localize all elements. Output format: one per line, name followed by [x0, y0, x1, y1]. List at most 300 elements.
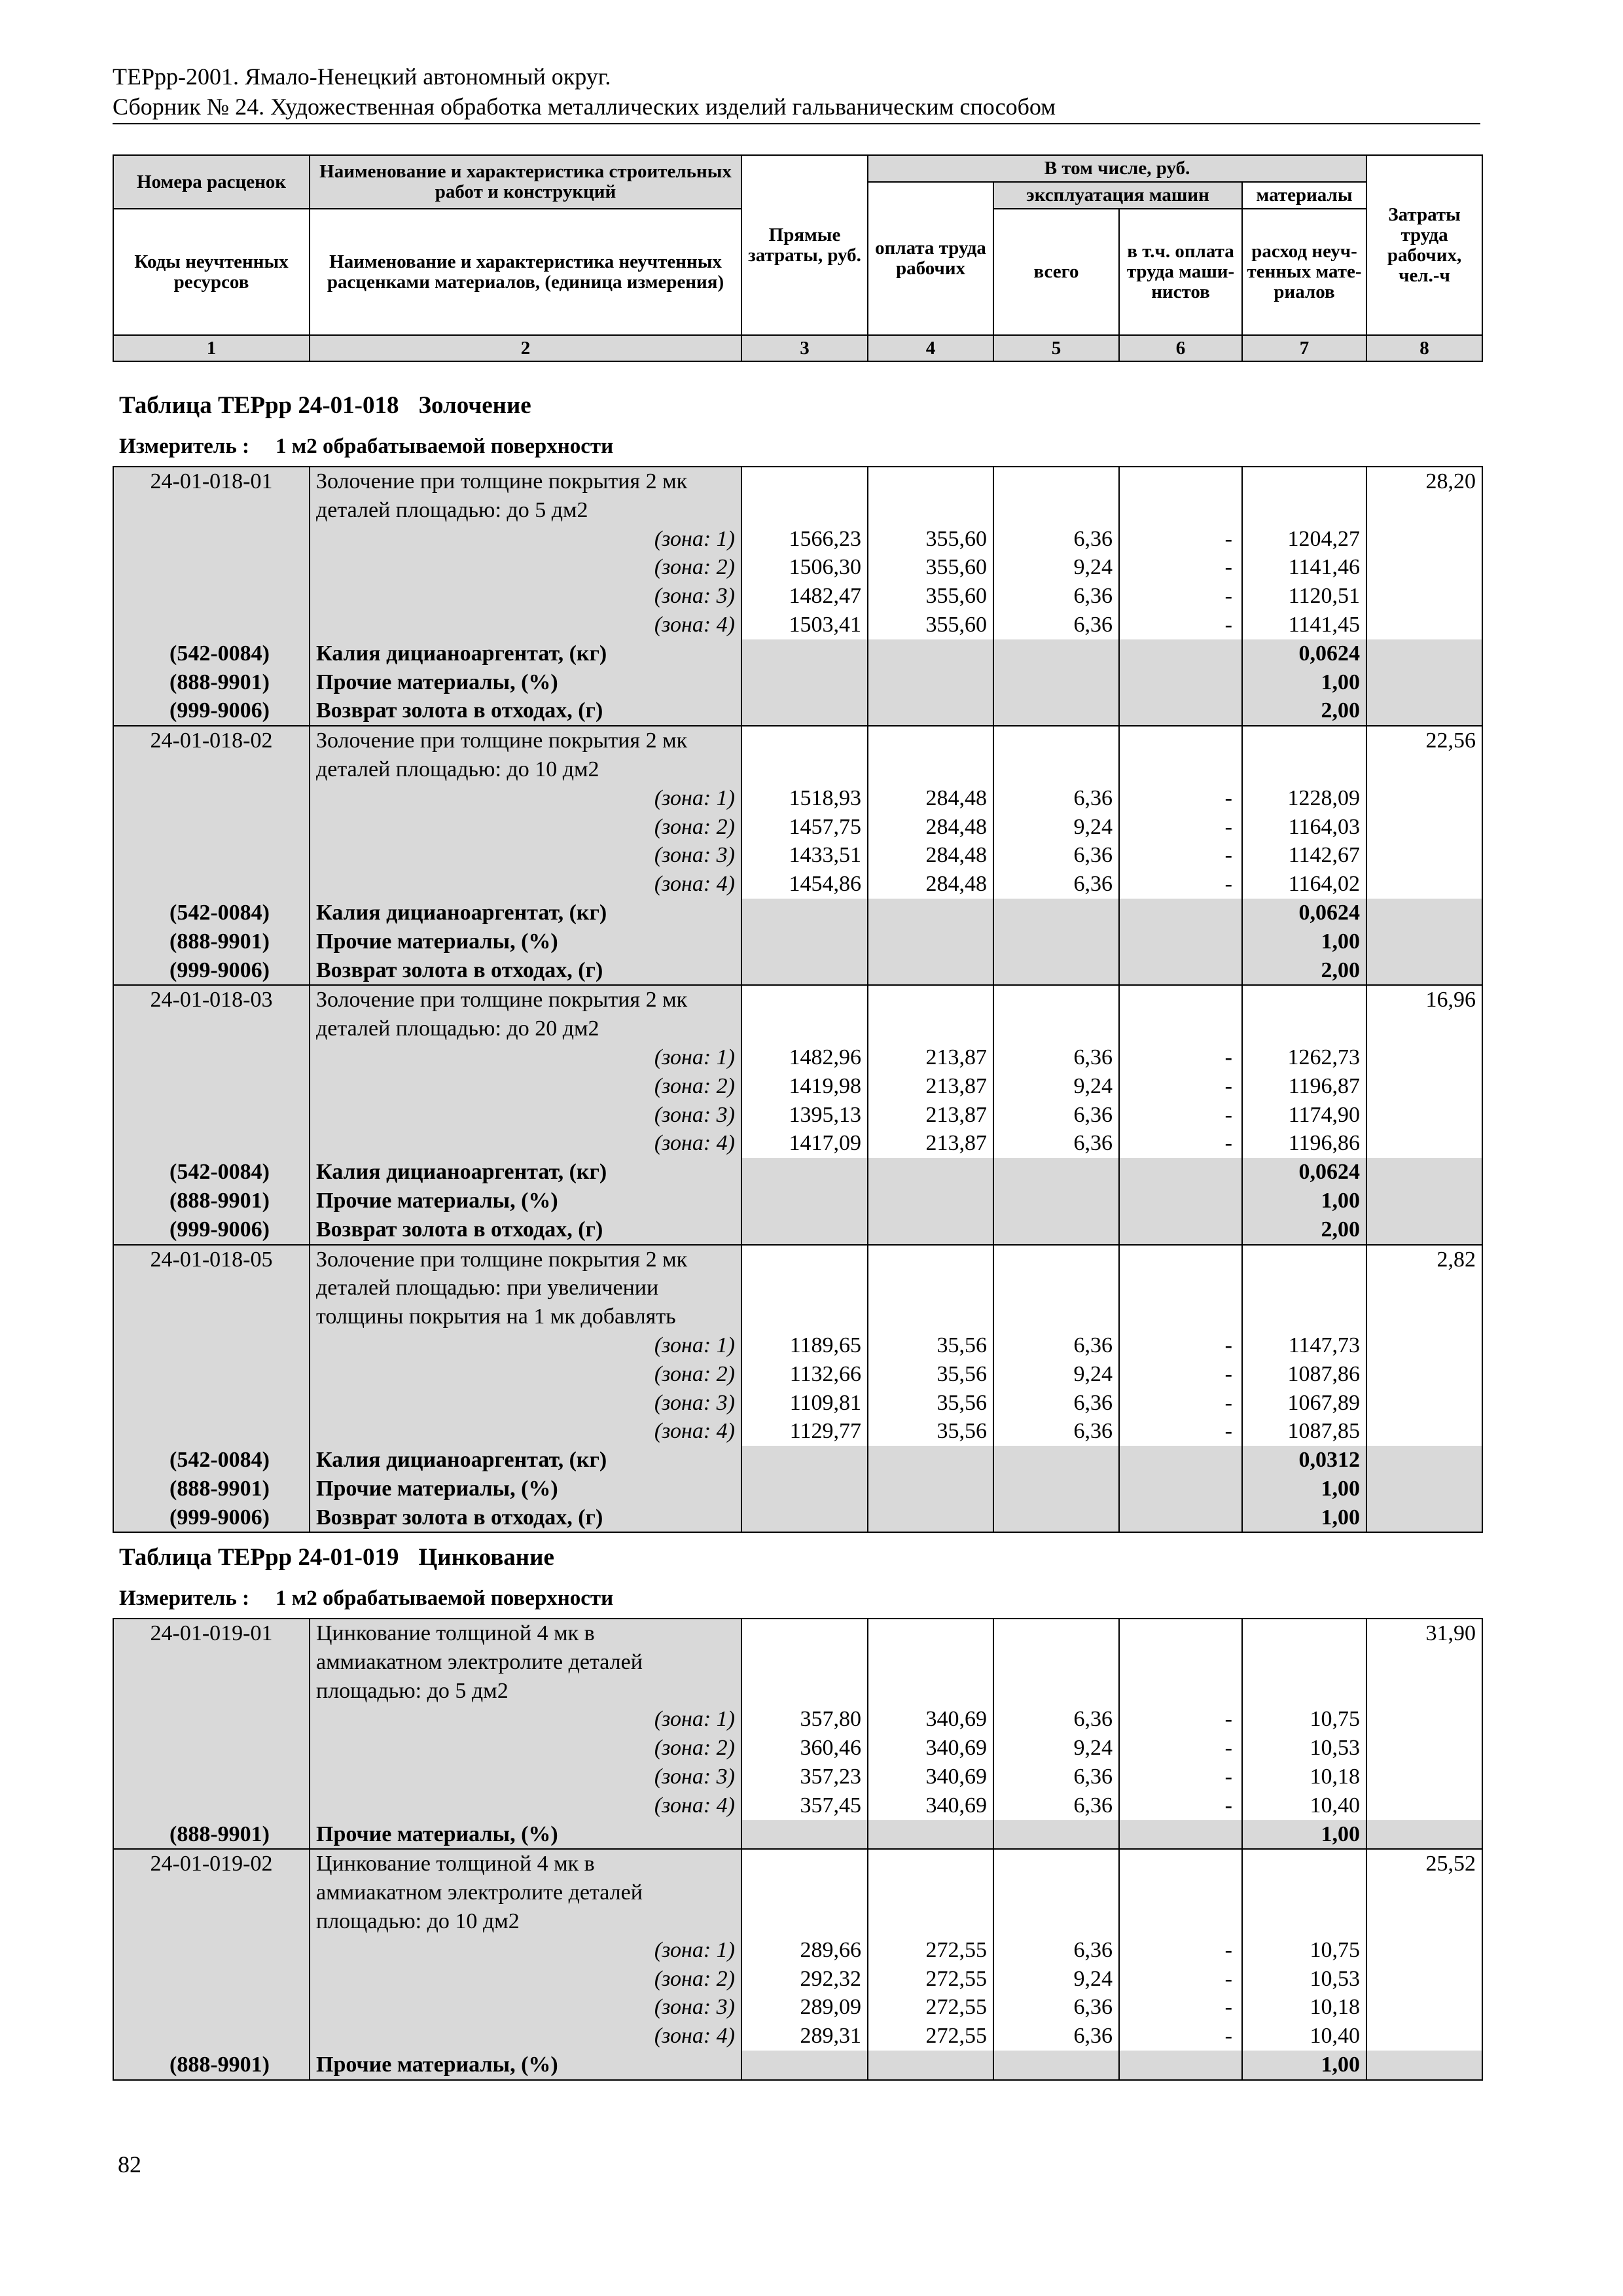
rate-name-row — [113, 985, 1482, 1014]
blank-cell — [993, 1820, 1119, 1850]
rate-code: 24-01-018-03 — [113, 985, 310, 1014]
zone-label: (зона: 2) — [310, 553, 741, 582]
running-header-collection: Сборник № 24. Художественная обработка металлических изделий гальваническим способом — [113, 94, 1056, 120]
resource-code: (542-0084) — [113, 899, 310, 927]
direct-costs-value: 289,09 — [741, 1993, 868, 2022]
blank-cell — [1119, 1503, 1242, 1533]
zone-label: (зона: 1) — [310, 1705, 741, 1734]
hdr-colnum: 6 — [1119, 335, 1242, 361]
resource-code: (888-9901) — [113, 1820, 310, 1850]
blank-cell — [1119, 1245, 1242, 1274]
machinists-pay-value: - — [1119, 1417, 1242, 1446]
blank-cell — [741, 696, 868, 726]
blank-cell — [1119, 467, 1242, 496]
workers-pay-value: 213,87 — [868, 1129, 993, 1158]
hdr-including: В том числе, руб. — [868, 155, 1366, 182]
workers-pay-value: 35,56 — [868, 1360, 993, 1389]
resource-code: (999-9006) — [113, 956, 310, 986]
blank-cell — [741, 1302, 868, 1331]
rate-name-row — [113, 1648, 1482, 1677]
blank-cell — [993, 1619, 1119, 1648]
materials-value: 1142,67 — [1242, 841, 1366, 870]
blank-cell — [113, 784, 310, 813]
blank-cell — [113, 553, 310, 582]
workers-pay-value: 284,48 — [868, 813, 993, 842]
blank-cell — [1366, 956, 1482, 986]
workers-pay-value: 272,55 — [868, 1965, 993, 1994]
blank-cell — [1119, 899, 1242, 927]
blank-cell — [1366, 1446, 1482, 1475]
section-title — [119, 391, 531, 420]
blank-cell — [1119, 927, 1242, 956]
hdr-colnum: 8 — [1366, 335, 1482, 361]
materials-value: 1164,02 — [1242, 870, 1366, 899]
machine-ops-value: 6,36 — [993, 870, 1119, 899]
materials-value: 1147,73 — [1242, 1331, 1366, 1360]
blank-cell — [113, 1043, 310, 1072]
blank-cell — [1119, 1648, 1242, 1677]
materials-value: 10,53 — [1242, 1734, 1366, 1763]
rate-name-line: Золочение при толщине покрытия 2 мк — [310, 1245, 741, 1274]
hdr-machine-ops: эксплуатация машин — [993, 182, 1242, 209]
rate-item — [113, 1849, 1482, 2079]
blank-cell — [868, 1619, 993, 1648]
blank-cell — [1366, 813, 1482, 842]
workers-pay-value: 355,60 — [868, 582, 993, 611]
blank-cell — [1242, 1677, 1366, 1706]
blank-cell — [113, 813, 310, 842]
resource-quantity: 0,0624 — [1242, 899, 1366, 927]
machinists-pay-value: - — [1119, 1763, 1242, 1791]
blank-cell — [868, 1274, 993, 1302]
zone-label: (зона: 4) — [310, 870, 741, 899]
blank-cell — [1366, 611, 1482, 639]
column-header-table — [113, 154, 1483, 362]
direct-costs-value: 1129,77 — [741, 1417, 868, 1446]
hdr-rate-numbers: Номера расценок — [113, 155, 310, 209]
resource-row — [113, 927, 1482, 956]
blank-cell — [993, 639, 1119, 668]
blank-cell — [993, 1503, 1119, 1533]
blank-cell — [113, 1705, 310, 1734]
blank-cell — [741, 1274, 868, 1302]
resource-row — [113, 696, 1482, 726]
blank-cell — [113, 1014, 310, 1043]
machinists-pay-value: - — [1119, 841, 1242, 870]
zone-label: (зона: 4) — [310, 2022, 741, 2051]
labor-costs-value: 28,20 — [1366, 467, 1482, 496]
resource-code: (542-0084) — [113, 639, 310, 668]
rate-code: 24-01-019-02 — [113, 1849, 310, 1878]
resource-row — [113, 1187, 1482, 1215]
machine-ops-value: 6,36 — [993, 1331, 1119, 1360]
blank-cell — [993, 1245, 1119, 1274]
blank-cell — [993, 496, 1119, 525]
blank-cell — [1366, 582, 1482, 611]
zone-label: (зона: 2) — [310, 1360, 741, 1389]
rate-name-row — [113, 467, 1482, 496]
rate-name-line: Золочение при толщине покрытия 2 мк — [310, 985, 741, 1014]
rate-item — [113, 1245, 1482, 1533]
resource-name: Калия дицианоаргентат, (кг) — [310, 1446, 741, 1475]
blank-cell — [1119, 696, 1242, 726]
materials-value: 10,18 — [1242, 1763, 1366, 1791]
blank-cell — [868, 1245, 993, 1274]
machinists-pay-value: - — [1119, 1072, 1242, 1101]
zone-label: (зона: 4) — [310, 1791, 741, 1820]
zone-label: (зона: 3) — [310, 841, 741, 870]
blank-cell — [1366, 668, 1482, 697]
blank-cell — [868, 1677, 993, 1706]
machine-ops-value: 6,36 — [993, 582, 1119, 611]
blank-cell — [1119, 1820, 1242, 1850]
workers-pay-value: 35,56 — [868, 1417, 993, 1446]
blank-cell — [1119, 1158, 1242, 1187]
blank-cell — [1242, 1878, 1366, 1907]
direct-costs-value: 1109,81 — [741, 1389, 868, 1418]
resource-quantity: 2,00 — [1242, 1215, 1366, 1245]
zone-label: (зона: 1) — [310, 1936, 741, 1965]
header-rule — [113, 123, 1480, 124]
blank-cell — [1366, 1763, 1482, 1791]
workers-pay-value: 213,87 — [868, 1101, 993, 1130]
machinists-pay-value: - — [1119, 1936, 1242, 1965]
workers-pay-value: 355,60 — [868, 611, 993, 639]
zone-row — [113, 1043, 1482, 1072]
direct-costs-value: 1395,13 — [741, 1101, 868, 1130]
zone-label: (зона: 4) — [310, 1129, 741, 1158]
zone-label: (зона: 2) — [310, 813, 741, 842]
zone-row — [113, 870, 1482, 899]
blank-cell — [741, 927, 868, 956]
blank-cell — [741, 956, 868, 986]
rate-name-row — [113, 1245, 1482, 1274]
blank-cell — [1366, 1014, 1482, 1043]
blank-cell — [113, 1965, 310, 1994]
section-title — [119, 1543, 554, 1571]
blank-cell — [113, 870, 310, 899]
machine-ops-value: 6,36 — [993, 1417, 1119, 1446]
blank-cell — [1119, 726, 1242, 755]
blank-cell — [868, 927, 993, 956]
workers-pay-value: 340,69 — [868, 1763, 993, 1791]
rate-name-line: толщины покрытия на 1 мк добавлять — [310, 1302, 741, 1331]
blank-cell — [868, 985, 993, 1014]
hdr-resource-codes: Коды неучтенных ресурсов — [113, 209, 310, 335]
blank-cell — [868, 1215, 993, 1245]
materials-value: 1228,09 — [1242, 784, 1366, 813]
rate-name-line: Золочение при толщине покрытия 2 мк — [310, 467, 741, 496]
direct-costs-value: 1433,51 — [741, 841, 868, 870]
blank-cell — [113, 1417, 310, 1446]
direct-costs-value: 357,45 — [741, 1791, 868, 1820]
blank-cell — [1366, 1936, 1482, 1965]
hdr-unaccounted-materials: расход неуч- тенных мате- риалов — [1242, 209, 1366, 335]
rate-code: 24-01-018-02 — [113, 726, 310, 755]
blank-cell — [741, 639, 868, 668]
blank-cell — [993, 899, 1119, 927]
blank-cell — [993, 755, 1119, 784]
blank-cell — [868, 1014, 993, 1043]
materials-value: 1141,46 — [1242, 553, 1366, 582]
workers-pay-value: 213,87 — [868, 1072, 993, 1101]
machine-ops-value: 6,36 — [993, 1763, 1119, 1791]
materials-value: 1141,45 — [1242, 611, 1366, 639]
blank-cell — [868, 1503, 993, 1533]
resource-name: Возврат золота в отходах, (г) — [310, 1215, 741, 1245]
blank-cell — [1366, 1503, 1482, 1533]
machine-ops-value: 6,36 — [993, 1043, 1119, 1072]
rate-name-line: деталей площадью: до 5 дм2 — [310, 496, 741, 525]
blank-cell — [868, 467, 993, 496]
machinists-pay-value: - — [1119, 1360, 1242, 1389]
machine-ops-value: 6,36 — [993, 1791, 1119, 1820]
resource-code: (888-9901) — [113, 668, 310, 697]
materials-value: 1262,73 — [1242, 1043, 1366, 1072]
blank-cell — [1366, 1878, 1482, 1907]
workers-pay-value: 272,55 — [868, 1936, 993, 1965]
page-number: 82 — [118, 2151, 141, 2178]
machinists-pay-value: - — [1119, 1993, 1242, 2022]
rate-name-line: деталей площадью: при увеличении — [310, 1274, 741, 1302]
blank-cell — [113, 1101, 310, 1130]
blank-cell — [993, 1878, 1119, 1907]
blank-cell — [113, 611, 310, 639]
blank-cell — [1242, 1274, 1366, 1302]
resource-name: Прочие материалы, (%) — [310, 1820, 741, 1850]
zone-label: (зона: 3) — [310, 582, 741, 611]
machinists-pay-value: - — [1119, 784, 1242, 813]
resource-quantity: 2,00 — [1242, 956, 1366, 986]
rate-code: 24-01-018-01 — [113, 467, 310, 496]
zone-row — [113, 1791, 1482, 1820]
zone-row — [113, 1993, 1482, 2022]
machinists-pay-value: - — [1119, 1101, 1242, 1130]
materials-value: 1087,86 — [1242, 1360, 1366, 1389]
blank-cell — [1119, 1446, 1242, 1475]
resource-name: Возврат золота в отходах, (г) — [310, 1503, 741, 1533]
section-table-code: Таблица ТЕРрр 24-01-019 — [119, 1544, 399, 1571]
resource-quantity: 1,00 — [1242, 1503, 1366, 1533]
rate-name-line: деталей площадью: до 20 дм2 — [310, 1014, 741, 1043]
blank-cell — [1366, 496, 1482, 525]
rate-item — [113, 726, 1482, 985]
zone-label: (зона: 3) — [310, 1389, 741, 1418]
materials-value: 10,53 — [1242, 1965, 1366, 1994]
machine-ops-value: 6,36 — [993, 1389, 1119, 1418]
zone-label: (зона: 4) — [310, 1417, 741, 1446]
blank-cell — [868, 639, 993, 668]
resource-row — [113, 899, 1482, 927]
blank-cell — [1242, 726, 1366, 755]
measure-label: Измеритель : — [119, 1587, 250, 1610]
blank-cell — [1119, 1878, 1242, 1907]
zone-row — [113, 611, 1482, 639]
machine-ops-value: 6,36 — [993, 1936, 1119, 1965]
blank-cell — [1119, 956, 1242, 986]
resource-name: Прочие материалы, (%) — [310, 1187, 741, 1215]
blank-cell — [868, 696, 993, 726]
blank-cell — [868, 755, 993, 784]
resource-row — [113, 1446, 1482, 1475]
zone-label: (зона: 3) — [310, 1763, 741, 1791]
blank-cell — [1119, 1274, 1242, 1302]
blank-cell — [741, 1849, 868, 1878]
direct-costs-value: 357,23 — [741, 1763, 868, 1791]
blank-cell — [741, 1215, 868, 1245]
rate-name-line: деталей площадью: до 10 дм2 — [310, 755, 741, 784]
resource-row — [113, 1158, 1482, 1187]
resource-quantity: 2,00 — [1242, 696, 1366, 726]
blank-cell — [741, 1820, 868, 1850]
blank-cell — [113, 1993, 310, 2022]
blank-cell — [1119, 1187, 1242, 1215]
labor-costs-value: 25,52 — [1366, 1849, 1482, 1878]
blank-cell — [1366, 927, 1482, 956]
hdr-colnum: 3 — [741, 335, 868, 361]
hdr-workers-pay: оплата труда рабочих — [868, 182, 993, 335]
blank-cell — [113, 1331, 310, 1360]
measure-value: 1 м2 обрабатываемой поверхности — [276, 1587, 614, 1610]
zone-label: (зона: 1) — [310, 1331, 741, 1360]
blank-cell — [1366, 1791, 1482, 1820]
resource-code: (888-9901) — [113, 1475, 310, 1503]
resource-name: Прочие материалы, (%) — [310, 1475, 741, 1503]
blank-cell — [113, 1734, 310, 1763]
blank-cell — [868, 1878, 993, 1907]
machine-ops-value: 6,36 — [993, 525, 1119, 554]
blank-cell — [1242, 496, 1366, 525]
rate-name-line: Цинкование толщиной 4 мк в — [310, 1619, 741, 1648]
rate-name-line: площадью: до 5 дм2 — [310, 1677, 741, 1706]
blank-cell — [741, 1158, 868, 1187]
blank-cell — [1242, 1245, 1366, 1274]
blank-cell — [1366, 1820, 1482, 1850]
blank-cell — [741, 1187, 868, 1215]
blank-cell — [1119, 1215, 1242, 1245]
blank-cell — [741, 1619, 868, 1648]
hdr-colnum: 1 — [113, 335, 310, 361]
blank-cell — [868, 899, 993, 927]
rate-item — [113, 467, 1482, 726]
zone-label: (зона: 1) — [310, 784, 741, 813]
workers-pay-value: 355,60 — [868, 553, 993, 582]
blank-cell — [113, 841, 310, 870]
blank-cell — [1366, 525, 1482, 554]
blank-cell — [1366, 553, 1482, 582]
blank-cell — [1242, 1907, 1366, 1936]
blank-cell — [741, 2051, 868, 2080]
blank-cell — [1366, 696, 1482, 726]
machine-ops-value: 9,24 — [993, 813, 1119, 842]
machinists-pay-value: - — [1119, 2022, 1242, 2051]
blank-cell — [113, 1360, 310, 1389]
blank-cell — [741, 899, 868, 927]
blank-cell — [1366, 1187, 1482, 1215]
machine-ops-value: 6,36 — [993, 1101, 1119, 1130]
direct-costs-value: 1482,96 — [741, 1043, 868, 1072]
blank-cell — [741, 496, 868, 525]
blank-cell — [868, 496, 993, 525]
blank-cell — [868, 1187, 993, 1215]
rate-name-row — [113, 1302, 1482, 1331]
resource-row — [113, 1215, 1482, 1245]
workers-pay-value: 272,55 — [868, 1993, 993, 2022]
machinists-pay-value: - — [1119, 870, 1242, 899]
resource-name: Прочие материалы, (%) — [310, 668, 741, 697]
resource-code: (542-0084) — [113, 1446, 310, 1475]
blank-cell — [1242, 1648, 1366, 1677]
blank-cell — [113, 1791, 310, 1820]
workers-pay-value: 284,48 — [868, 784, 993, 813]
machine-ops-value: 9,24 — [993, 1360, 1119, 1389]
rate-code: 24-01-019-01 — [113, 1619, 310, 1648]
rate-name-row — [113, 726, 1482, 755]
price-table — [113, 1618, 1483, 2081]
blank-cell — [741, 1014, 868, 1043]
zone-row — [113, 1072, 1482, 1101]
blank-cell — [1366, 870, 1482, 899]
blank-cell — [113, 1302, 310, 1331]
machinists-pay-value: - — [1119, 1734, 1242, 1763]
zone-row — [113, 1965, 1482, 1994]
blank-cell — [993, 956, 1119, 986]
direct-costs-value: 360,46 — [741, 1734, 868, 1763]
blank-cell — [1366, 755, 1482, 784]
direct-costs-value: 1506,30 — [741, 553, 868, 582]
rate-name-line: аммиакатном электролите деталей — [310, 1878, 741, 1907]
blank-cell — [1366, 1302, 1482, 1331]
rate-name-line: аммиакатном электролите деталей — [310, 1648, 741, 1677]
blank-cell — [113, 1648, 310, 1677]
resource-name: Прочие материалы, (%) — [310, 2051, 741, 2080]
blank-cell — [993, 927, 1119, 956]
blank-cell — [741, 1648, 868, 1677]
section-table-code: Таблица ТЕРрр 24-01-018 — [119, 392, 399, 419]
zone-row — [113, 1129, 1482, 1158]
zone-row — [113, 582, 1482, 611]
materials-value: 10,18 — [1242, 1993, 1366, 2022]
blank-cell — [1366, 1677, 1482, 1706]
blank-cell — [1366, 1705, 1482, 1734]
blank-cell — [1366, 1360, 1482, 1389]
zone-row — [113, 813, 1482, 842]
direct-costs-value: 1566,23 — [741, 525, 868, 554]
blank-cell — [1366, 1907, 1482, 1936]
zone-label: (зона: 1) — [310, 1043, 741, 1072]
machinists-pay-value: - — [1119, 813, 1242, 842]
machine-ops-value: 9,24 — [993, 1072, 1119, 1101]
zone-row — [113, 1936, 1482, 1965]
hdr-work-name: Наименование и характеристика строительных работ и конструкций — [310, 155, 741, 209]
blank-cell — [741, 1677, 868, 1706]
workers-pay-value: 35,56 — [868, 1331, 993, 1360]
blank-cell — [741, 1475, 868, 1503]
blank-cell — [113, 525, 310, 554]
blank-cell — [993, 726, 1119, 755]
blank-cell — [1366, 1389, 1482, 1418]
resource-quantity: 0,0624 — [1242, 1158, 1366, 1187]
hdr-machinists-pay: в т.ч. оплата труда маши- нистов — [1119, 209, 1242, 335]
resource-row — [113, 956, 1482, 986]
materials-value: 10,40 — [1242, 2022, 1366, 2051]
materials-value: 10,75 — [1242, 1705, 1366, 1734]
materials-value: 1120,51 — [1242, 582, 1366, 611]
zone-row — [113, 1389, 1482, 1418]
blank-cell — [741, 1878, 868, 1907]
blank-cell — [1242, 1014, 1366, 1043]
hdr-labor-costs: Затраты труда рабочих, чел.-ч — [1366, 155, 1482, 335]
